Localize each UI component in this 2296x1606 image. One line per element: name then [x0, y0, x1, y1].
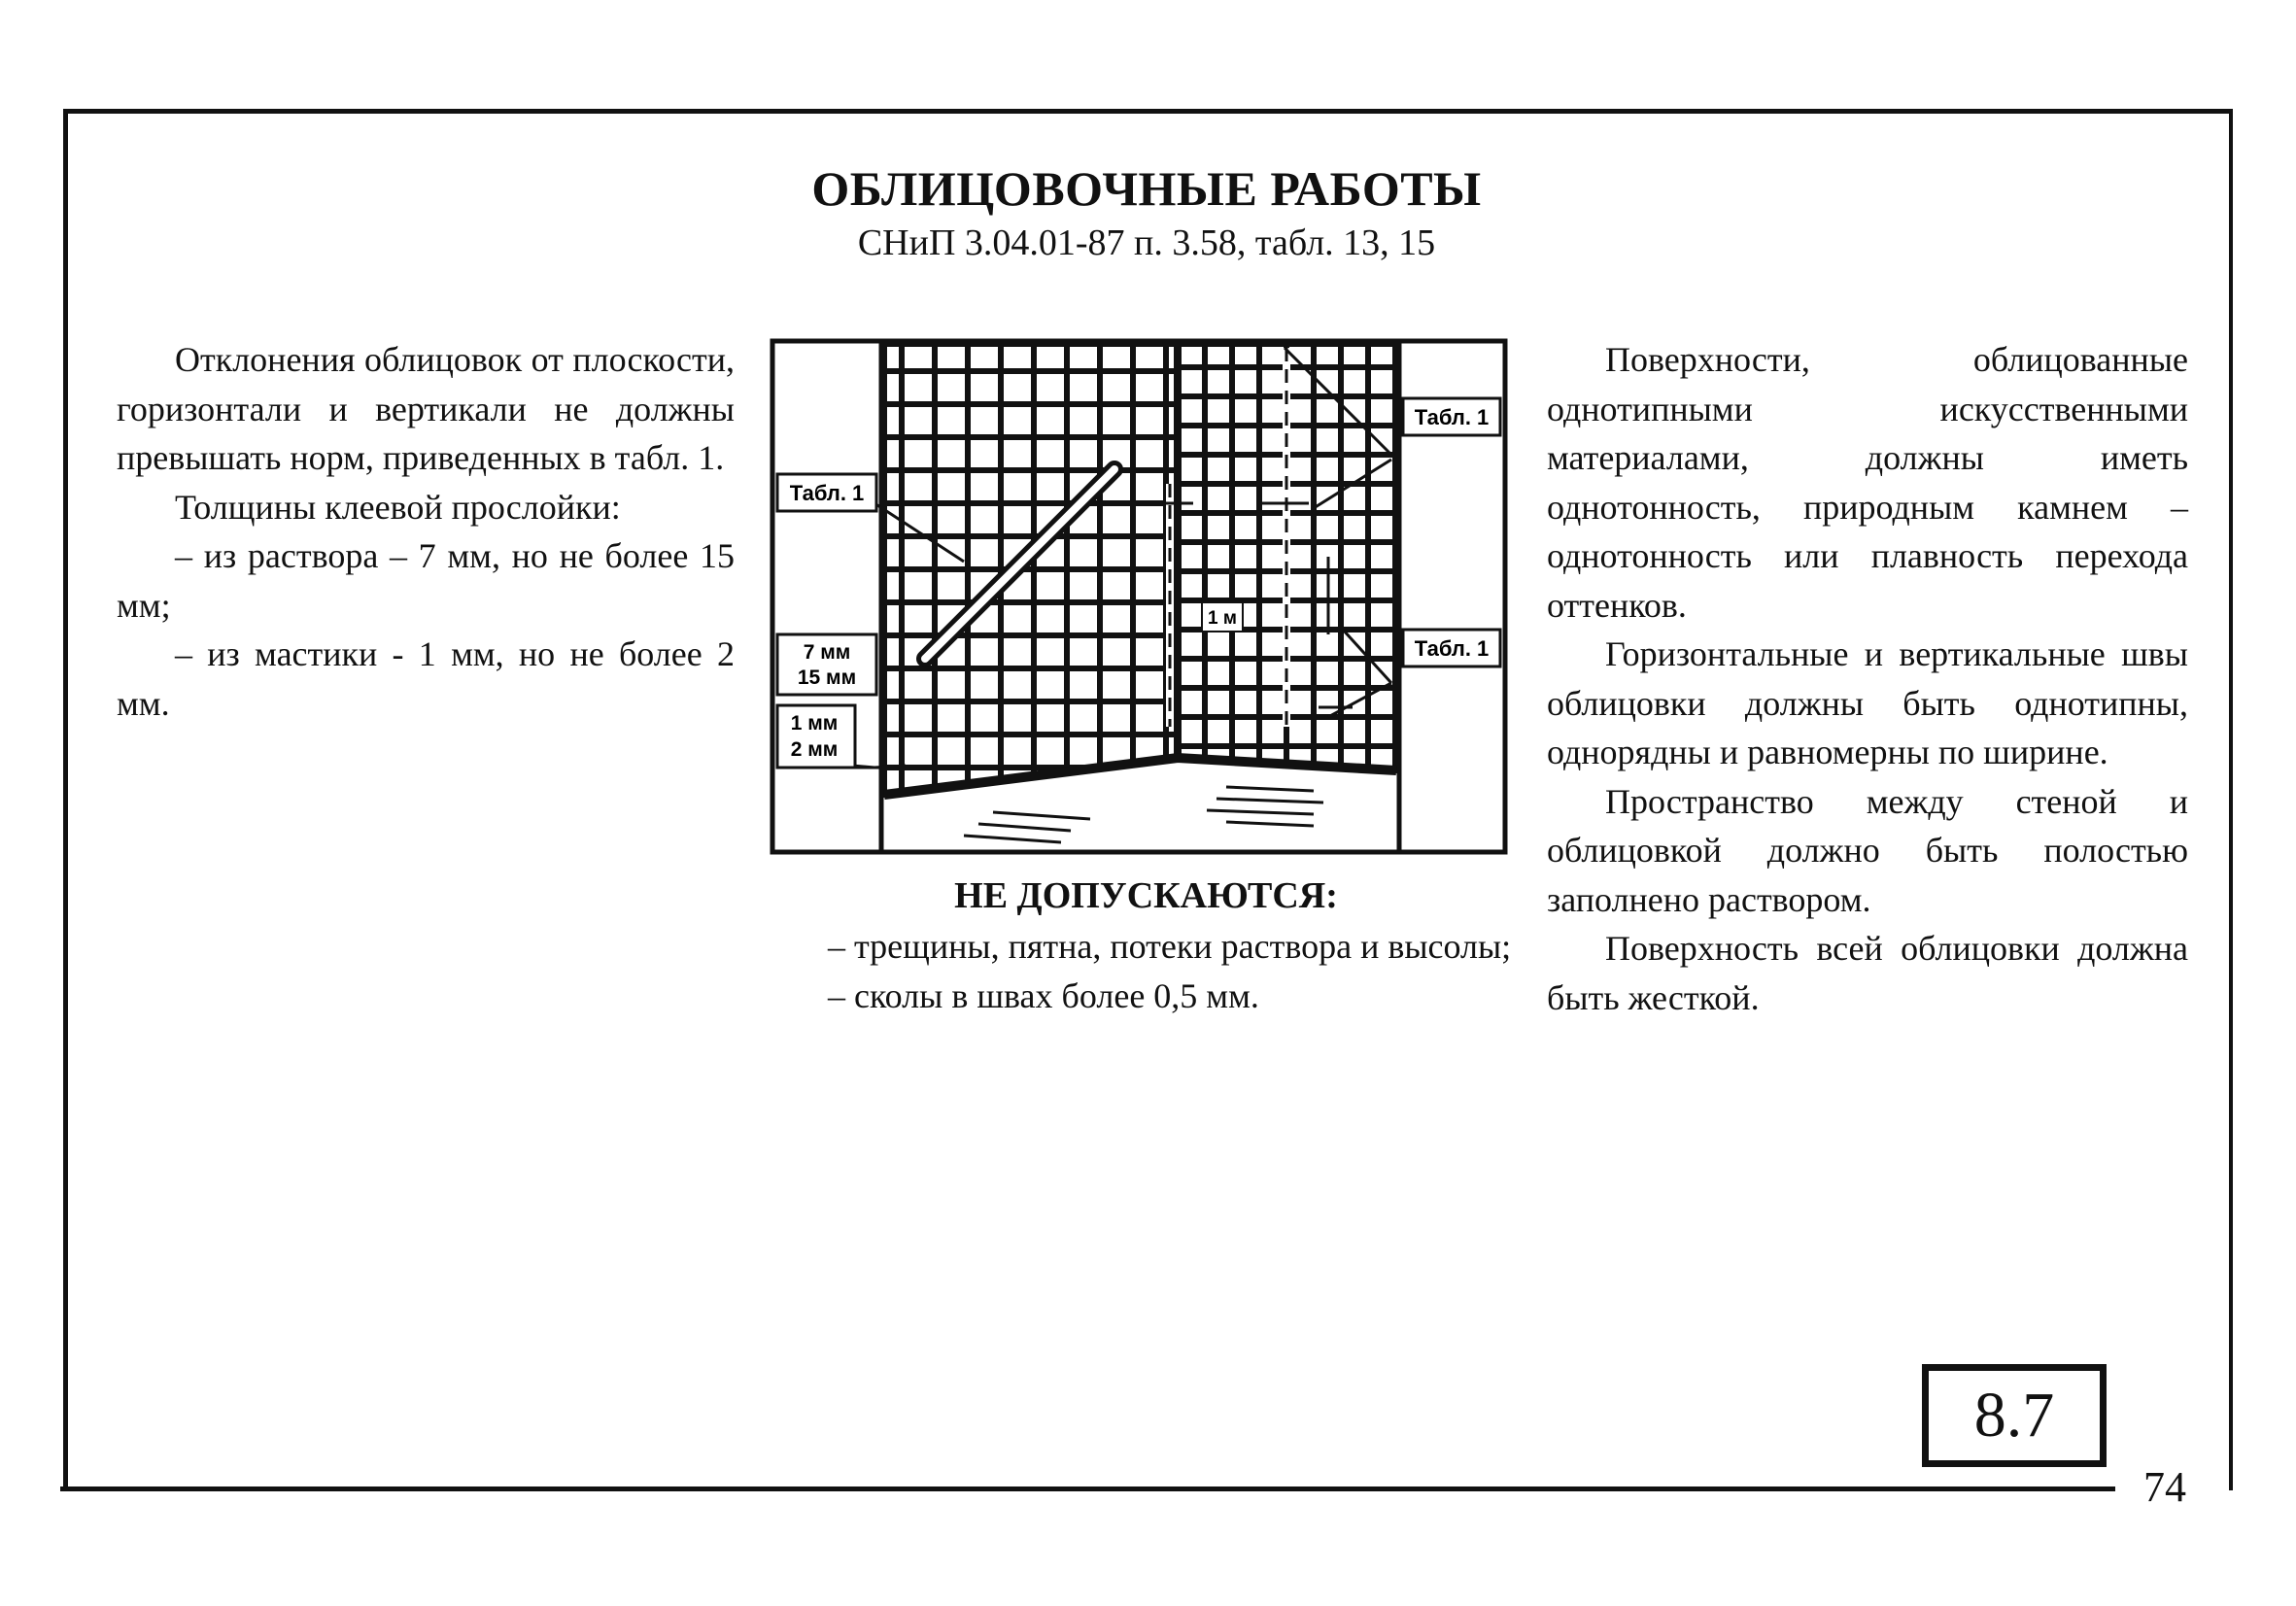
left-paragraph-1: Отклонения облицовок от плоскости, горизонтали и вертикали не должны превышать норм, приведенных в табл. 1. — [117, 340, 735, 477]
right-paragraph-3: Пространство между стеной и облицовкой должно быть полостью заполнено раствором. — [1547, 781, 2188, 919]
page-subtitle: СНиП 3.04.01-87 п. 3.58, табл. 13, 15 — [857, 222, 1436, 263]
left-column — [117, 335, 735, 728]
right-paragraph-2: Горизонтальные и вертикальные швы облицовки должны быть однотипны, однорядны и равномерны по ширине. — [1547, 634, 2188, 771]
tiling-figure — [770, 338, 1508, 855]
right-column — [1547, 335, 2188, 1022]
label-2mm: 2 мм — [790, 738, 839, 761]
page-title: ОБЛИЦОВОЧНЫЕ РАБОТЫ — [811, 161, 1482, 216]
label-1m: 1 м — [1208, 608, 1237, 629]
label-tabl-top-right: Табл. 1 — [1414, 405, 1490, 429]
not-allowed-heading: НЕ ДОПУСКАЮТСЯ: — [954, 875, 1338, 916]
right-paragraph-1: Поверхности, облицованные однотипными искусственными материалами, должны иметь однотонность, природным камнем – однотонность или плавность перехода оттенков. — [1547, 340, 2188, 625]
left-paragraph-2: Толщины клеевой прослойки: — [175, 487, 621, 527]
label-15mm: 15 мм — [797, 666, 857, 689]
left-paragraph-3: – из раствора – 7 мм, но не более 15 мм; — [117, 536, 735, 625]
label-tabl-left: Табл. 1 — [789, 481, 865, 505]
frame-bottom-rule — [60, 1486, 2115, 1491]
left-paragraph-4: – из мастики - 1 мм, но не более 2 мм. — [117, 634, 735, 723]
section-number-box — [1922, 1364, 2107, 1467]
page-number: 74 — [2143, 1463, 2186, 1511]
center-column — [770, 870, 1523, 1020]
label-1mm: 1 мм — [790, 712, 839, 735]
label-tabl-mid-right: Табл. 1 — [1414, 636, 1490, 661]
not-allowed-item-1: – трещины, пятна, потеки раствора и высолы; — [828, 927, 1512, 966]
not-allowed-item-2: – сколы в швах более 0,5 мм. — [828, 975, 1259, 1015]
section-number: 8.7 — [1973, 1380, 2055, 1451]
label-7mm: 7 мм — [803, 641, 851, 664]
right-paragraph-4: Поверхность всей облицовки должна быть жесткой. — [1547, 929, 2188, 1017]
left-wall-tiles — [884, 344, 1178, 795]
